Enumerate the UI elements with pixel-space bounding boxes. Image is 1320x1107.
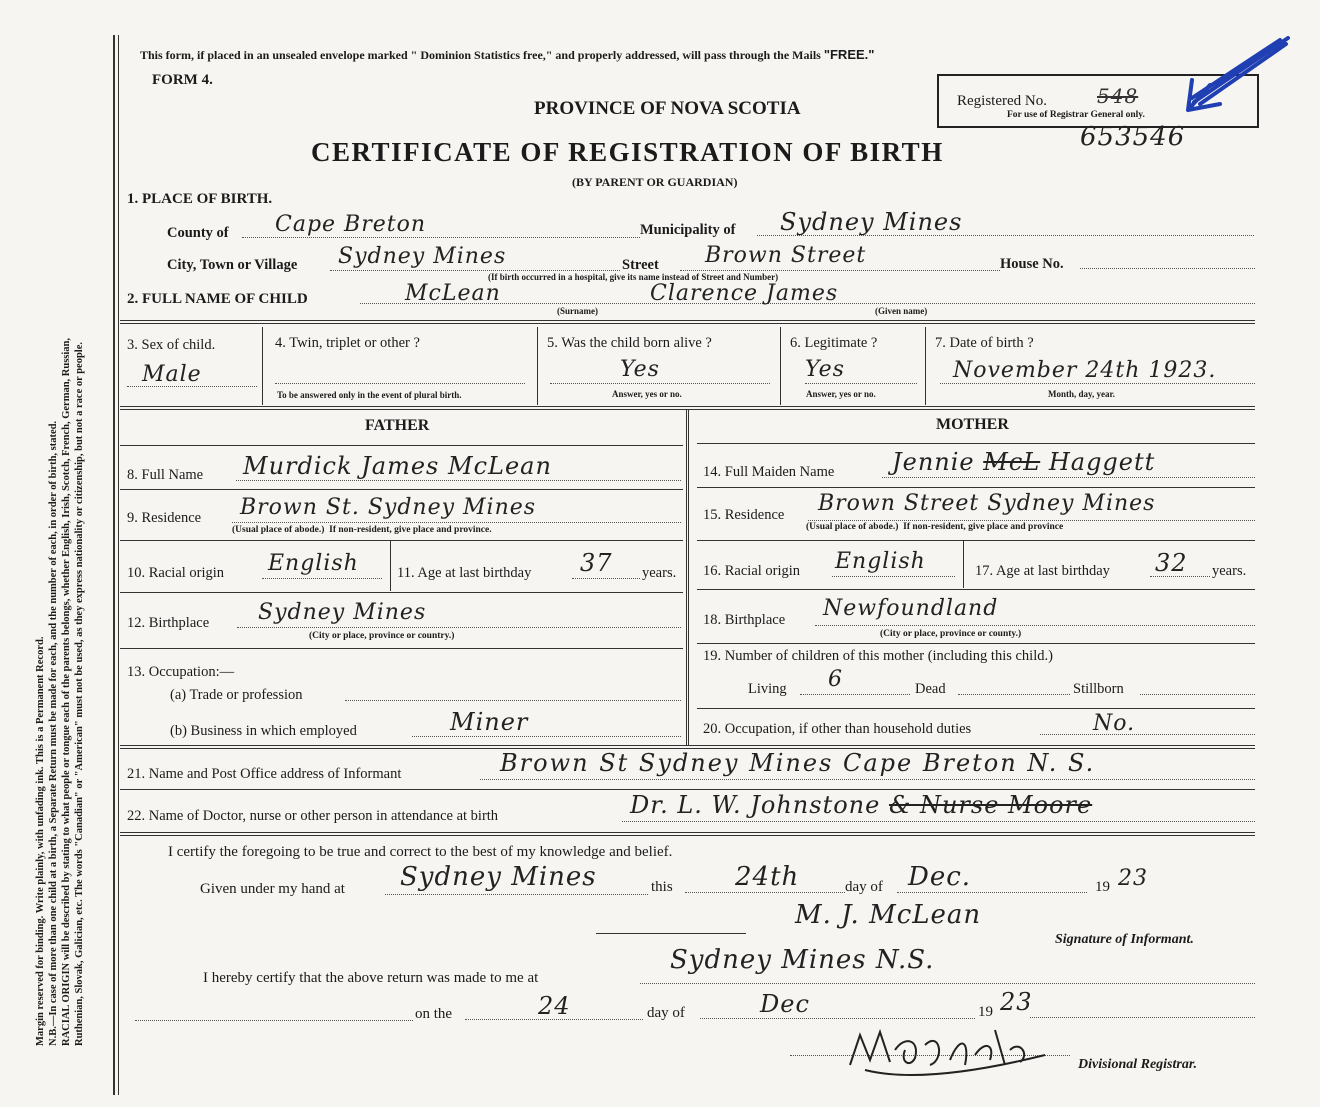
given-year: 23 bbox=[1118, 866, 1148, 891]
city-value: Sydney Mines bbox=[338, 244, 507, 269]
county-label: County of bbox=[167, 225, 229, 241]
mother-occupation: No. bbox=[1093, 711, 1136, 736]
mother-racial: English bbox=[835, 549, 926, 574]
sex-value: Male bbox=[142, 362, 202, 387]
father-name: Murdick James McLean bbox=[243, 452, 552, 480]
mother-birthplace: Newfoundland bbox=[823, 596, 999, 621]
dob-label: 7. Date of birth ? bbox=[935, 335, 1034, 351]
father-birthplace-caption: (City or place, province or country.) bbox=[309, 631, 455, 641]
father-residence-label: 9. Residence bbox=[127, 510, 202, 526]
column-divider bbox=[686, 410, 689, 745]
this-label: this bbox=[651, 879, 673, 895]
given-place: Sydney Mines bbox=[400, 862, 597, 892]
informant-label: 21. Name and Post Office address of Informant bbox=[127, 766, 402, 782]
father-years: years. bbox=[642, 565, 677, 581]
binding-line-inner bbox=[118, 35, 119, 1095]
father-racial: English bbox=[268, 551, 359, 576]
father-name-label: 8. Full Name bbox=[127, 467, 204, 483]
legitimate-label: 6. Legitimate ? bbox=[790, 335, 878, 351]
mother-birthplace-caption: (City or place, province or county.) bbox=[880, 629, 1022, 639]
registrar-caption: Divisional Registrar. bbox=[1078, 1057, 1198, 1072]
mother-residence-label: 15. Residence bbox=[703, 507, 785, 523]
county-value: Cape Breton bbox=[275, 212, 427, 237]
margin-note-4: Ruthenian, Slovak, Galician, etc. The words "Canadian" or "American" must not be used, as they express nationality or citizenship, but not a race or people. bbox=[74, 341, 85, 1046]
municipality-value: Sydney Mines bbox=[780, 208, 963, 236]
informant-signature-caption: Signature of Informant. bbox=[1055, 932, 1194, 947]
legitimate-value: Yes bbox=[805, 357, 845, 382]
mother-racial-label: 16. Racial origin bbox=[703, 563, 801, 579]
child-surname: McLean bbox=[405, 281, 501, 306]
father-heading: FATHER bbox=[365, 417, 430, 434]
legitimate-caption: Answer, yes or no. bbox=[806, 389, 876, 399]
father-trade-label: (a) Trade or profession bbox=[170, 687, 303, 703]
divider bbox=[120, 320, 1255, 324]
surname-caption: (Surname) bbox=[557, 306, 598, 316]
margin-note-3: RACIAL ORIGIN will be described by stating to what people or tongue each of the parents belongs, whether English, Irish, Scotch, French, German, Russian, bbox=[61, 337, 72, 1046]
given-name-caption: (Given name) bbox=[875, 306, 928, 316]
dob-caption: Month, day, year. bbox=[1048, 389, 1115, 399]
postal-note: This form, if placed in an unsealed envelope marked " Dominion Statistics free," and properly addressed, will pass through the Mails "FREE." bbox=[140, 47, 875, 62]
hereby-certify-label: I hereby certify that the above return was made to me at bbox=[203, 970, 539, 986]
doctor-value: Dr. L. W. Johnstone & Nurse Moore bbox=[630, 791, 1093, 819]
binding-line bbox=[113, 35, 115, 1095]
margin-note-1: Margin reserved for binding. Write plainly, with unfading ink. This is a Permanent Record. bbox=[35, 636, 46, 1046]
registration-day: 24 bbox=[538, 992, 571, 1020]
given-year-prefix: 19 bbox=[1095, 879, 1110, 895]
reg-year-prefix: 19 bbox=[978, 1004, 993, 1020]
margin-note-2: N.B.—In case of more than one child at a birth, a Separate Return must be made for each, and the number of each, in order of birth, stated. bbox=[48, 420, 59, 1046]
mother-name: Jennie McL Haggett bbox=[892, 448, 1156, 476]
father-business-label: (b) Business in which employed bbox=[170, 723, 357, 739]
given-under-label: Given under my hand at bbox=[200, 881, 345, 897]
father-racial-label: 10. Racial origin bbox=[127, 565, 225, 581]
father-birthplace-label: 12. Birthplace bbox=[127, 615, 210, 631]
page-title: CERTIFICATE OF REGISTRATION OF BIRTH bbox=[311, 137, 944, 167]
registered-label: Registered No. bbox=[957, 93, 1047, 109]
registration-month: Dec bbox=[760, 990, 810, 1018]
dead-label: Dead bbox=[915, 681, 946, 697]
certify-statement: I certify the foregoing to be true and correct to the best of my knowledge and belief. bbox=[168, 844, 673, 860]
children-count-label: 19. Number of children of this mother (including this child.) bbox=[703, 648, 1053, 664]
mother-birthplace-label: 18. Birthplace bbox=[703, 612, 786, 628]
province-heading: PROVINCE OF NOVA SCOTIA bbox=[534, 98, 801, 119]
sex-label: 3. Sex of child. bbox=[127, 337, 216, 353]
registration-place: Sydney Mines N.S. bbox=[670, 945, 935, 975]
mother-occupation-label: 20. Occupation, if other than household duties bbox=[703, 721, 972, 737]
on-the-label: on the bbox=[415, 1006, 453, 1022]
born-alive-value: Yes bbox=[620, 357, 660, 382]
father-birthplace: Sydney Mines bbox=[258, 600, 427, 625]
twin-note: To be answered only in the event of plural birth. bbox=[277, 390, 462, 400]
informant-signature: M. J. McLean bbox=[795, 900, 982, 930]
page-subtitle: (BY PARENT OR GUARDIAN) bbox=[572, 175, 738, 189]
city-label: City, Town or Village bbox=[167, 257, 298, 273]
father-residence: Brown St. Sydney Mines bbox=[240, 495, 537, 520]
living-value: 6 bbox=[828, 667, 843, 692]
registered-struck: 548 bbox=[1097, 84, 1139, 108]
registrar-use-note: For use of Registrar General only. bbox=[1007, 110, 1145, 120]
municipality-label: Municipality of bbox=[640, 222, 736, 238]
reg-day-of-label: day of bbox=[647, 1005, 685, 1021]
blue-check-mark bbox=[1180, 30, 1295, 120]
mother-age-label: 17. Age at last birthday bbox=[975, 563, 1110, 579]
mother-age: 32 bbox=[1155, 549, 1188, 577]
day-of-label: day of bbox=[845, 879, 883, 895]
born-alive-caption: Answer, yes or no. bbox=[612, 389, 682, 399]
twin-label: 4. Twin, triplet or other ? bbox=[275, 335, 420, 351]
child-name-label: 2. FULL NAME OF CHILD bbox=[127, 291, 308, 307]
born-alive-label: 5. Was the child born alive ? bbox=[547, 335, 712, 351]
dob-value: November 24th 1923. bbox=[953, 358, 1217, 383]
form-number: FORM 4. bbox=[152, 72, 213, 88]
father-business: Miner bbox=[450, 708, 529, 736]
mother-abode-caption: (Usual place of abode.) If non-resident, give place and province bbox=[806, 522, 1064, 532]
given-month: Dec. bbox=[908, 862, 972, 892]
father-age-label: 11. Age at last birthday bbox=[397, 565, 532, 581]
living-label: Living bbox=[748, 681, 787, 697]
mother-years: years. bbox=[1212, 563, 1247, 579]
place-of-birth-label: 1. PLACE OF BIRTH. bbox=[127, 191, 273, 207]
informant-value: Brown St Sydney Mines Cape Breton N. S. bbox=[500, 749, 1096, 777]
mother-residence: Brown Street Sydney Mines bbox=[818, 491, 1156, 516]
mother-name-label: 14. Full Maiden Name bbox=[703, 464, 835, 480]
registered-number: 653546 bbox=[1080, 122, 1186, 152]
father-abode-caption: (Usual place of abode.) If non-resident, give place and province. bbox=[232, 525, 492, 535]
father-age: 37 bbox=[580, 549, 613, 577]
given-day: 24th bbox=[735, 862, 800, 892]
street-value: Brown Street bbox=[705, 243, 867, 268]
house-number-label: House No. bbox=[1000, 256, 1064, 272]
margin-notes bbox=[34, 46, 86, 1046]
hospital-note: (If birth occurred in a hospital, give its name instead of Street and Number) bbox=[488, 272, 779, 282]
child-given-name: Clarence James bbox=[650, 281, 839, 306]
stillborn-label: Stillborn bbox=[1073, 681, 1124, 697]
doctor-label: 22. Name of Doctor, nurse or other person in attendance at birth bbox=[127, 808, 499, 824]
registration-year: 23 bbox=[1000, 988, 1033, 1016]
mother-heading: MOTHER bbox=[936, 416, 1009, 433]
father-occupation-label: 13. Occupation:— bbox=[127, 664, 235, 680]
street-label: Street bbox=[622, 257, 659, 273]
